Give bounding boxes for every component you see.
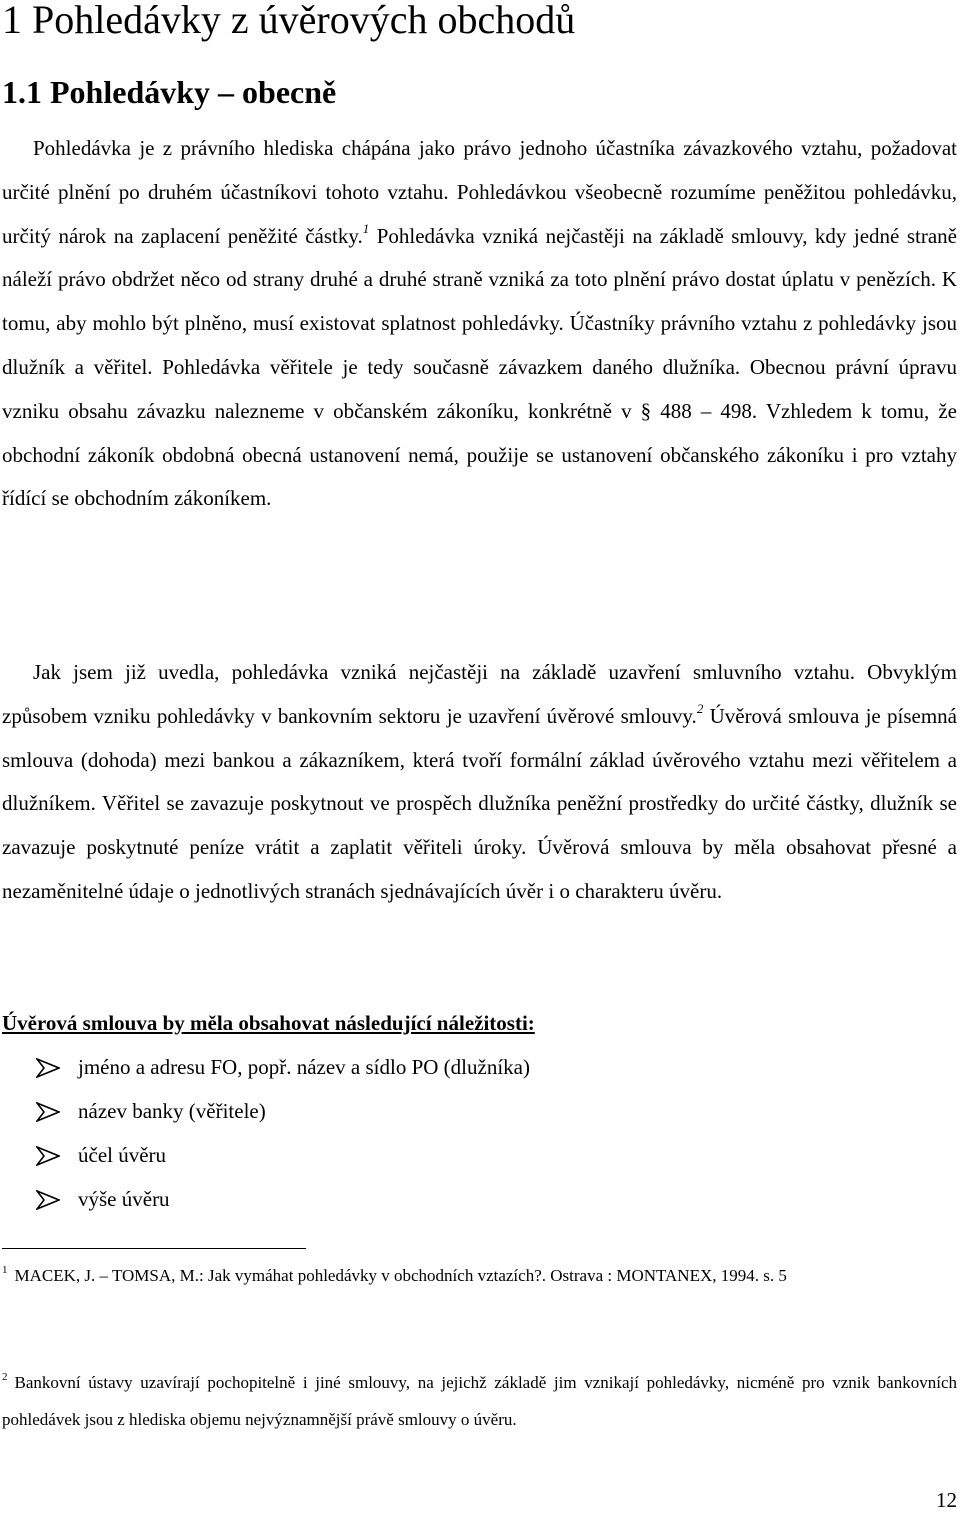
footnote-1 bbox=[2, 1259, 957, 1296]
paragraph-text: Pohledávka vzniká nejčastěji na základě smlouvy, kdy jedné straně náleží právo obdržet něco od strany druhé a druhé straně vzniká za toto plnění právo dostat úplatu v penězích. K tomu, aby mohlo být plněno, musí existovat splatnost pohledávky. Účastníky právního vztahu z pohledávky jsou dlužník a věřitel. Pohledávka věřitele je tedy současně závazkem daného dlužníka. Obecnou právní úpravu vzniku obsahu závazku nalezneme v občanském zákoníku, konkrétně v § 488 – 498. Vzhledem k tomu, že obchodní zákoník obdobná obecná ustanovení nemá, použije se ustanovení občanského zákoníku i pro vztahy řídící se obchodním zákoníkem. bbox=[2, 223, 957, 511]
list-item-text: účel úvěru bbox=[78, 1143, 167, 1167]
footnote-separator bbox=[2, 1248, 306, 1249]
arrowhead-bullet-icon bbox=[36, 1102, 60, 1122]
footnote-reference: 1 bbox=[362, 220, 370, 236]
page-number: 12 bbox=[936, 1488, 957, 1512]
arrowhead-bullet-icon bbox=[36, 1058, 60, 1078]
list-item-text: jméno a adresu FO, popř. název a sídlo PO (dlužníka) bbox=[78, 1055, 530, 1079]
footnote-2 bbox=[2, 1366, 957, 1438]
footnote-text: Bankovní ústavy uzavírají pochopitelně i jiné smlouvy, na jejichž základě jim vznikají pohledávky, nicméně pro vznik bankovních pohledávek jsou z hlediska objemu nejvýznamnější právě smlouvy o úvěru. bbox=[2, 1373, 957, 1429]
footnote-mark: 2 bbox=[2, 1371, 8, 1383]
list-item-text: výše úvěru bbox=[78, 1187, 170, 1211]
arrowhead-bullet-icon bbox=[36, 1146, 60, 1166]
section-heading: 1.1 Pohledávky – obecně bbox=[2, 74, 337, 110]
list-heading: Úvěrová smlouva by měla obsahovat následující náležitosti: bbox=[2, 1011, 535, 1035]
list-item-text: název banky (věřitele) bbox=[78, 1099, 266, 1123]
arrowhead-bullet-icon bbox=[36, 1190, 60, 1210]
paragraph-text: Pohledávka je z právního hlediska chápána jako právo jednoho účastníka závazkového vztahu, požadovat určité plnění po druhém účastníkovi tohoto vztahu. Pohledávkou všeobecně rozumíme peněžitou pohledávku, určitý nárok na zaplacení peněžité částky. bbox=[2, 136, 957, 248]
paragraph-text: Jak jsem již uvedla, pohledávka vzniká nejčastěji na základě uzavření smluvního vztahu. Obvyklým způsobem vzniku pohledávky v bankovním sektoru je uzavření úvěrové smlouvy. bbox=[2, 660, 957, 728]
footnote-reference: 2 bbox=[696, 700, 704, 716]
paragraph-text: Úvěrová smlouva je písemná smlouva (dohoda) mezi bankou a zákazníkem, která tvoří formální základ úvěrového vztahu mezi věřitelem a dlužníkem. Věřitel se zavazuje poskytnout ve prospěch dlužníka peněžní prostředky do určité částky, dlužník se zavazuje poskytnuté peníze vrátit a zaplatit věřiteli úroky. Úvěrová smlouva by měla obsahovat přesné a nezaměnitelné údaje o jednotlivých stranách sjednávajících úvěr i o charakteru úvěru. bbox=[2, 703, 957, 903]
footnote-mark: 1 bbox=[2, 1264, 8, 1276]
footnote-text: MACEK, J. – TOMSA, M.: Jak vymáhat pohledávky v obchodních vztazích?. Ostrava : MONTANEX, 1994. s. 5 bbox=[14, 1266, 787, 1285]
paragraph-credit-agreement bbox=[2, 651, 957, 914]
paragraph-receivables-general bbox=[2, 127, 957, 521]
chapter-heading: 1 Pohledávky z úvěrových obchodů bbox=[2, 0, 576, 42]
